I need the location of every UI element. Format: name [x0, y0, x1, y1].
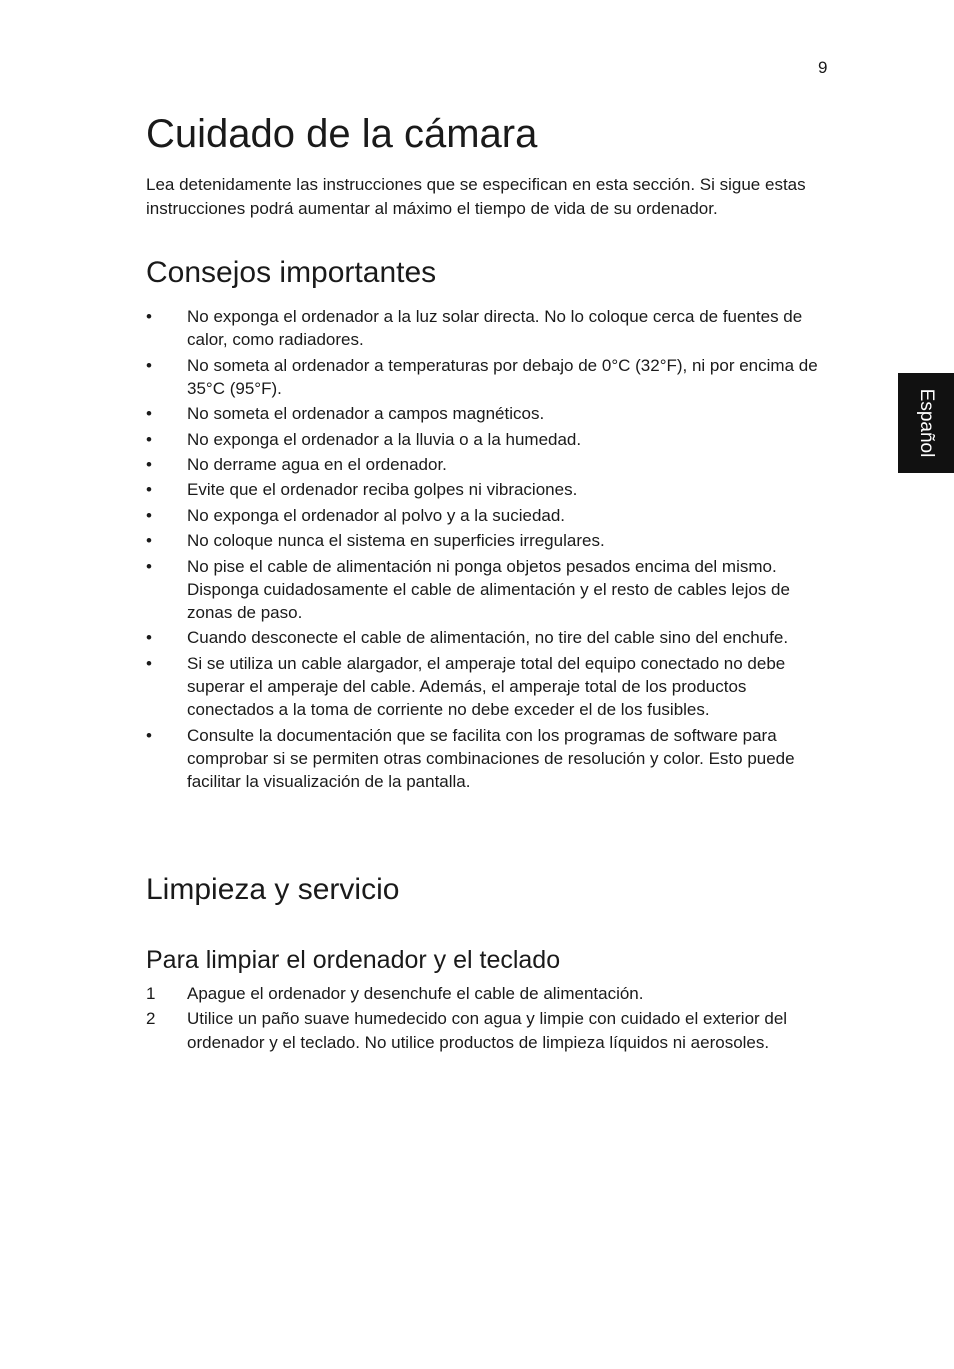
list-item-text: No exponga el ordenador al polvo y a la suciedad.	[187, 505, 566, 525]
list-item	[146, 428, 836, 451]
list-item-text: No derrame agua en el ordenador.	[187, 454, 447, 474]
page-title: Cuidado de la cámara	[146, 112, 538, 156]
list-item	[146, 504, 836, 527]
list-item	[146, 529, 836, 552]
step-number: 2	[146, 1009, 156, 1029]
list-item-text: No coloque nunca el sistema en superficies irregulares.	[187, 531, 605, 551]
list-item	[146, 453, 836, 476]
list-item	[146, 626, 836, 649]
list-item-text: No exponga el ordenador a la luz solar directa. No lo coloque cerca de fuentes de calor, como radiadores.	[187, 307, 803, 350]
list-item	[146, 652, 836, 722]
language-tab-label: Español	[916, 388, 937, 458]
bullet-marker: •	[146, 653, 152, 673]
section-heading-cleaning: Limpieza y servicio	[146, 873, 400, 906]
list-item-text: No pise el cable de alimentación ni ponga objetos pesados encima del mismo. Disponga cuidadosamente el cable de alimentación y el resto de cables lejos de zonas de paso.	[187, 556, 790, 622]
language-tab	[898, 373, 954, 473]
list-item-text: No someta al ordenador a temperaturas por debajo de 0°C (32°F), ni por encima de 35°C (95°F).	[187, 355, 818, 398]
list-item-text: No someta el ordenador a campos magnéticos.	[187, 404, 545, 424]
bullet-marker: •	[146, 725, 152, 745]
tips-list	[146, 305, 836, 795]
section-heading-tips: Consejos importantes	[146, 256, 437, 289]
list-item	[146, 354, 836, 400]
bullet-marker: •	[146, 505, 152, 525]
step-number: 1	[146, 984, 156, 1003]
bullet-marker: •	[146, 556, 152, 576]
cleaning-steps-list	[146, 982, 836, 1056]
intro-paragraph: Lea detenidamente las instrucciones que se especifican en esta sección. Si sigue estas instrucciones podrá aumentar al máximo el tiempo de vida de su ordenador.	[146, 175, 806, 218]
bullet-marker: •	[146, 628, 152, 648]
list-item-text: Utilice un paño suave humedecido con agua y limpie con cuidado el exterior del ordenador y el teclado. No utilice productos de limpieza líquidos ni aerosoles.	[187, 1009, 788, 1052]
subsection-heading-cleaning: Para limpiar el ordenador y el teclado	[146, 946, 561, 974]
list-item	[146, 724, 836, 794]
bullet-marker: •	[146, 307, 152, 326]
bullet-marker: •	[146, 404, 152, 424]
bullet-marker: •	[146, 531, 152, 551]
list-item-text: Evite que el ordenador reciba golpes ni vibraciones.	[187, 480, 578, 500]
list-item	[146, 1007, 836, 1053]
bullet-marker: •	[146, 480, 152, 500]
list-item	[146, 982, 836, 1005]
bullet-marker: •	[146, 429, 152, 449]
list-item	[146, 402, 836, 425]
list-item-text: Cuando desconecte el cable de alimentación, no tire del cable sino del enchufe.	[187, 628, 789, 648]
list-item	[146, 305, 836, 351]
bullet-marker: •	[146, 454, 152, 474]
page-number: 9	[818, 58, 828, 77]
list-item-text: No exponga el ordenador a la lluvia o a la humedad.	[187, 429, 582, 449]
list-item-text: Si se utiliza un cable alargador, el amperaje total del equipo conectado no debe superar el amperaje del cable. Además, el amperaje total de los productos conectados a la toma de corriente no debe exceder el de los fusibles.	[187, 653, 786, 720]
list-item	[146, 555, 836, 625]
bullet-marker: •	[146, 355, 152, 375]
list-item-text: Apague el ordenador y desenchufe el cable de alimentación.	[187, 984, 644, 1003]
list-item	[146, 478, 836, 501]
list-item-text: Consulte la documentación que se facilita con los programas de software para comprobar si se permiten otras combinaciones de resolución y color. Esto puede facilitar la visualización de la pantalla.	[187, 725, 795, 791]
